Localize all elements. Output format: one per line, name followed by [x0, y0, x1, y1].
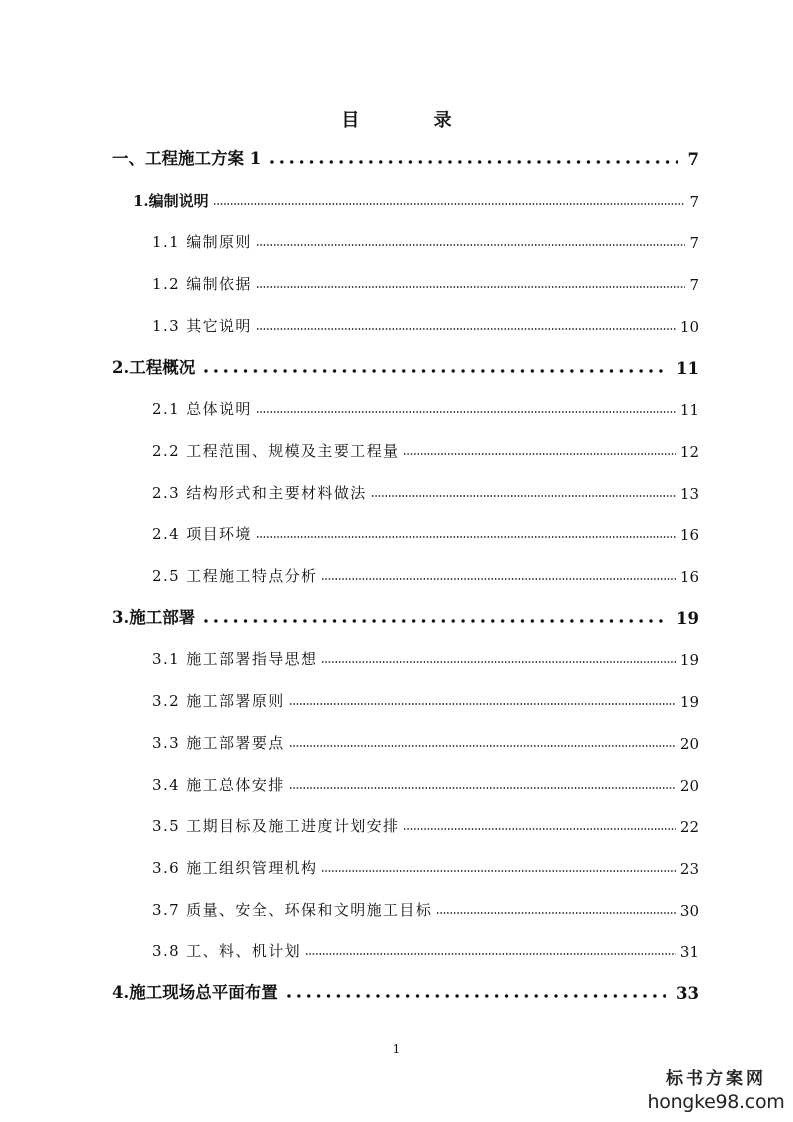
- toc-leader-dots: [289, 780, 676, 790]
- toc-leader-dots: [267, 155, 677, 165]
- toc-leader-dots: [371, 488, 676, 498]
- toc-entry-page-number: 30: [679, 902, 699, 920]
- toc-entry-label: 3.2 施工部署原则: [152, 692, 285, 710]
- toc-entry[interactable]: [152, 645, 699, 669]
- toc-leader-dots: [284, 989, 666, 999]
- toc-leader-dots: [256, 404, 676, 414]
- toc-entry-label: 1.1 编制原则: [152, 233, 252, 251]
- toc-entry-label: 1.3 其它说明: [152, 317, 252, 335]
- toc-leader-dots: [321, 863, 675, 873]
- toc-entry[interactable]: [152, 937, 699, 961]
- toc-entry-page-number: 7: [687, 150, 699, 169]
- toc-entry[interactable]: [133, 187, 699, 211]
- toc-entry[interactable]: [152, 520, 699, 544]
- toc-entry-label: 4.施工现场总平面布置: [112, 983, 278, 1002]
- toc-entry-label: 3.1 施工部署指导思想: [152, 650, 318, 668]
- page-title: 目 录: [341, 110, 486, 131]
- toc-entry-label: 3.3 施工部署要点: [152, 734, 285, 752]
- toc-entry[interactable]: [152, 812, 699, 836]
- toc-entry-page-number: 33: [676, 984, 699, 1003]
- toc-leader-dots: [403, 821, 675, 831]
- toc-entry[interactable]: [112, 145, 699, 169]
- watermark-logo: [646, 1068, 786, 1118]
- toc-entry-page-number: 7: [689, 193, 699, 211]
- toc-entry-page-number: 7: [689, 276, 699, 294]
- toc-entry-label: 2.4 项目环境: [152, 525, 252, 543]
- toc-entry[interactable]: [152, 896, 699, 920]
- toc-entry[interactable]: [112, 979, 699, 1003]
- toc-entry[interactable]: [152, 437, 699, 461]
- toc-entry[interactable]: [112, 354, 699, 378]
- toc-entry[interactable]: [152, 771, 699, 795]
- watermark-text-cn: 标书方案网: [666, 1069, 766, 1089]
- toc-entry[interactable]: [152, 270, 699, 294]
- toc-entry-page-number: 31: [679, 943, 699, 961]
- toc-entry-page-number: 11: [679, 401, 699, 419]
- toc-leader-dots: [321, 654, 675, 664]
- toc-entry-label: 3.8 工、料、机计划: [152, 942, 302, 960]
- toc-entry-page-number: 16: [679, 526, 699, 544]
- toc-entry-label: 2.5 工程施工特点分析: [152, 567, 318, 585]
- toc-entry-label: 3.5 工期目标及施工进度计划安排: [152, 817, 400, 835]
- toc-leader-dots: [436, 905, 676, 915]
- toc-entry[interactable]: [152, 729, 699, 753]
- toc-leader-dots: [403, 446, 675, 456]
- toc-leader-dots: [305, 946, 676, 956]
- toc-entry-label: 2.3 结构形式和主要材料做法: [152, 484, 367, 502]
- toc-entry-page-number: 12: [679, 443, 699, 461]
- toc-entry-page-number: 13: [679, 485, 699, 503]
- toc-leader-dots: [256, 279, 686, 289]
- toc-entry[interactable]: [152, 312, 699, 336]
- watermark-text-url: hongke98.com: [647, 1091, 785, 1113]
- toc-entry[interactable]: [152, 687, 699, 711]
- toc-entry-label: 3.7 质量、安全、环保和文明施工目标: [152, 901, 433, 919]
- toc-entry[interactable]: [152, 479, 699, 503]
- toc-leader-dots: [321, 571, 675, 581]
- toc-entry-page-number: 20: [679, 735, 699, 753]
- toc-leader-dots: [256, 529, 676, 539]
- toc-entry-label: 3.施工部署: [112, 608, 196, 627]
- toc-entry-page-number: 11: [676, 359, 699, 378]
- page-number: 1: [392, 1042, 401, 1056]
- toc-entry-page-number: 16: [679, 568, 699, 586]
- toc-entry[interactable]: [152, 562, 699, 586]
- toc-leader-dots: [201, 614, 666, 624]
- toc-leader-dots: [289, 738, 676, 748]
- toc-entry-page-number: 19: [679, 693, 699, 711]
- toc-entry-page-number: 19: [676, 609, 699, 628]
- toc-entry-label: 2.2 工程范围、规模及主要工程量: [152, 442, 400, 460]
- toc-entry-label: 2.工程概况: [112, 358, 196, 377]
- toc-leader-dots: [201, 364, 666, 374]
- toc-leader-dots: [289, 696, 676, 706]
- toc-entry-label: 1.编制说明: [133, 192, 209, 210]
- toc-entry[interactable]: [152, 854, 699, 878]
- toc-entry-page-number: 22: [679, 818, 699, 836]
- toc-entry-label: 3.4 施工总体安排: [152, 776, 285, 794]
- toc-entry-label: 3.6 施工组织管理机构: [152, 859, 318, 877]
- toc-leader-dots: [213, 196, 686, 206]
- toc-entry-label: 1.2 编制依据: [152, 275, 252, 293]
- toc-entry-page-number: 10: [679, 318, 699, 336]
- toc-entry-label: 一、工程施工方案 1: [112, 149, 262, 168]
- toc-entry[interactable]: [112, 604, 699, 628]
- toc-entry[interactable]: [152, 228, 699, 252]
- toc-leader-dots: [256, 237, 686, 247]
- toc-leader-dots: [256, 321, 676, 331]
- toc-entry[interactable]: [152, 395, 699, 419]
- toc-entry-label: 2.1 总体说明: [152, 400, 252, 418]
- toc-entry-page-number: 7: [689, 234, 699, 252]
- toc-entry-page-number: 23: [679, 860, 699, 878]
- toc-entry-page-number: 19: [679, 651, 699, 669]
- toc-entry-page-number: 20: [679, 777, 699, 795]
